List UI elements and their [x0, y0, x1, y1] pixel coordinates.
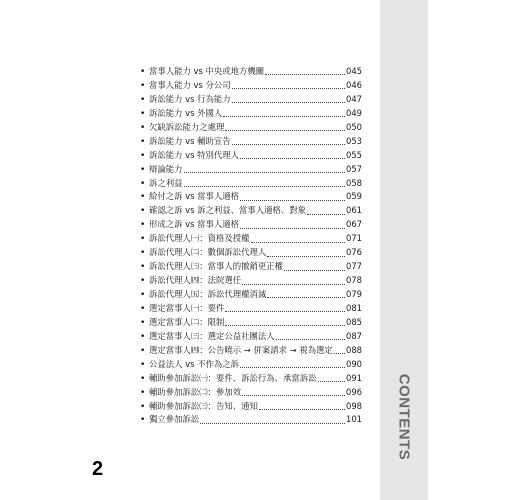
dot-leader: [232, 80, 345, 89]
bullet-icon: •: [140, 248, 146, 259]
bullet-icon: •: [140, 80, 146, 91]
toc-entry: [140, 274, 362, 288]
dot-leader: [225, 122, 345, 131]
toc-entry-page: 087: [346, 330, 362, 341]
toc-entry-title: 公益法人 vs 不作為之訴: [149, 358, 240, 369]
toc-entry: [140, 190, 362, 204]
dot-leader: [265, 66, 345, 75]
toc-entry-page: 049: [346, 107, 362, 118]
toc-entry: [140, 372, 362, 386]
toc-entry-title: 輔助參加訴訟㈢：告知、通知: [149, 400, 258, 411]
bullet-icon: •: [140, 290, 146, 300]
bullet-icon: •: [140, 150, 146, 161]
bullet-icon: •: [140, 94, 146, 105]
toc-entry: [140, 330, 362, 344]
bullet-icon: •: [140, 122, 146, 133]
toc-entry-title: 選定當事人㈡：限制: [149, 316, 225, 327]
toc-entry-title: 獨立參加訴訟: [149, 414, 200, 425]
toc-entry: [140, 135, 362, 149]
dot-leader: [184, 164, 346, 173]
toc-entry: [140, 288, 362, 302]
toc-entry: [140, 386, 362, 400]
toc-entry-title: 給付之訴 vs 當事人適格: [149, 191, 240, 202]
dot-leader: [318, 373, 346, 382]
toc-entry: [140, 107, 362, 121]
toc-entry-page: 047: [346, 93, 362, 104]
toc-entry-page: 071: [346, 233, 362, 244]
table-of-contents: [140, 65, 362, 427]
toc-entry-title: 訴訟代理人㈡：數個訴訟代理人: [149, 247, 267, 258]
toc-entry-title: 辯論能力: [149, 163, 183, 174]
bullet-icon: •: [140, 67, 146, 77]
bullet-icon: •: [140, 178, 146, 189]
dot-leader: [200, 415, 345, 424]
toc-entry-title: 訴訟代理人㈣：法院選任: [149, 275, 242, 286]
toc-entry-page: 058: [346, 177, 362, 188]
toc-entry-title: 訴訟能力 vs 輔助宣告: [149, 135, 231, 146]
toc-entry-title: 訴訟代理人㈢：當事人的撤銷更正權: [149, 261, 283, 272]
toc-entry-title: 訴訟能力 vs 外國人: [149, 107, 223, 118]
toc-entry-title: 選定當事人㈠：要件: [149, 302, 225, 313]
toc-entry-title: 確認之訴 vs 訴之利益、當事人適格、對象: [149, 205, 307, 216]
dot-leader: [240, 220, 345, 229]
dot-leader: [259, 401, 345, 410]
toc-entry-page: 050: [346, 121, 362, 132]
dot-leader: [242, 276, 345, 285]
toc-entry-page: 076: [346, 247, 362, 258]
toc-entry-page: 078: [346, 275, 362, 286]
dot-leader: [240, 359, 345, 368]
bullet-icon: •: [140, 192, 146, 203]
toc-entry: [140, 260, 362, 274]
toc-entry-title: 當事人能力 vs 中央或地方機關: [149, 66, 265, 76]
toc-entry-page: 101: [346, 414, 362, 425]
bullet-icon: •: [140, 276, 146, 287]
toc-entry-page: 059: [346, 191, 362, 202]
dot-leader: [184, 178, 346, 187]
toc-entry-page: 046: [346, 79, 362, 90]
toc-entry-title: 輔助參加訴訟㈡：參加效: [149, 386, 242, 397]
toc-entry-title: 訴訟代理人㈠：資格及授權: [149, 233, 250, 244]
toc-entry-page: 057: [346, 163, 362, 174]
bullet-icon: •: [140, 387, 146, 398]
toc-entry: [140, 232, 362, 246]
dot-leader: [251, 234, 346, 243]
bullet-icon: •: [140, 262, 146, 273]
toc-entry: [140, 149, 362, 163]
dot-leader: [242, 387, 345, 396]
toc-entry-page: 077: [346, 261, 362, 272]
dot-leader: [232, 136, 345, 145]
toc-entry-title: 當事人能力 vs 分公司: [149, 79, 231, 90]
toc-entry: [140, 246, 362, 260]
bullet-icon: •: [140, 303, 146, 314]
bullet-icon: •: [140, 415, 146, 426]
dot-leader: [225, 317, 345, 326]
bullet-icon: •: [140, 331, 146, 342]
dot-leader: [232, 94, 345, 103]
toc-entry-page: 067: [346, 219, 362, 230]
bullet-icon: •: [140, 373, 146, 384]
bullet-icon: •: [140, 136, 146, 147]
toc-entry-page: 085: [346, 316, 362, 327]
page-number: 2: [92, 458, 104, 480]
bullet-icon: •: [140, 206, 146, 217]
toc-entry: [140, 344, 362, 358]
toc-entry-page: 081: [346, 302, 362, 313]
toc-entry: [140, 79, 362, 93]
toc-entry: [140, 204, 362, 218]
toc-entry-page: 088: [346, 344, 362, 355]
toc-entry: [140, 218, 362, 232]
toc-entry-page: 096: [346, 386, 362, 397]
bullet-icon: •: [140, 234, 146, 245]
bullet-icon: •: [140, 359, 146, 370]
dot-leader: [276, 331, 345, 340]
dot-leader: [307, 206, 345, 215]
toc-entry-title: 選定當事人㈢：選定公益社團法人: [149, 330, 275, 341]
bullet-icon: •: [140, 108, 146, 119]
dot-leader: [284, 262, 345, 271]
toc-entry-title: 訴訟代理人㈤：訴訟代理權消滅: [149, 289, 267, 299]
toc-entry: [140, 93, 362, 107]
toc-entry: [140, 400, 362, 414]
bullet-icon: •: [140, 317, 146, 328]
toc-entry: [140, 316, 362, 330]
toc-entry: [140, 65, 362, 79]
dot-leader: [240, 192, 345, 201]
dot-leader: [267, 248, 345, 257]
toc-entry-title: 訴訟能力 vs 行為能力: [149, 93, 231, 104]
dot-leader: [267, 289, 345, 298]
toc-entry-page: 098: [346, 400, 362, 411]
toc-entry: [140, 302, 362, 316]
dot-leader: [240, 150, 345, 159]
toc-entry-title: 欠缺訴訟能力之處理: [149, 121, 225, 132]
toc-entry-title: 訴之利益: [149, 177, 183, 188]
toc-entry-title: 訴訟能力 vs 特別代理人: [149, 149, 240, 160]
toc-entry: [140, 358, 362, 372]
toc-entry: [140, 413, 362, 427]
dot-leader: [334, 345, 345, 354]
toc-entry-page: 045: [346, 66, 362, 76]
bullet-icon: •: [140, 345, 146, 356]
toc-entry-page: 091: [346, 372, 362, 383]
toc-entry-page: 090: [346, 358, 362, 369]
toc-entry-page: 079: [346, 289, 362, 299]
toc-entry-title: 輔助參加訴訟㈠：要件、訴訟行為、承當訴訟: [149, 372, 317, 383]
toc-entry: [140, 163, 362, 177]
sidebar-title: CONTENTS: [395, 373, 413, 461]
dot-leader: [223, 108, 345, 117]
toc-entry-title: 選定當事人㈣：公告曉示 → 併案請求 → 視為選定: [149, 344, 333, 355]
toc-entry-page: 061: [346, 205, 362, 216]
toc-entry: [140, 177, 362, 191]
toc-entry-page: 053: [346, 135, 362, 146]
toc-entry: [140, 121, 362, 135]
bullet-icon: •: [140, 164, 146, 175]
dot-leader: [225, 303, 345, 312]
bullet-icon: •: [140, 220, 146, 231]
toc-entry-title: 形成之訴 vs 當事人適格: [149, 219, 240, 230]
toc-entry-page: 055: [346, 149, 362, 160]
bullet-icon: •: [140, 401, 146, 412]
